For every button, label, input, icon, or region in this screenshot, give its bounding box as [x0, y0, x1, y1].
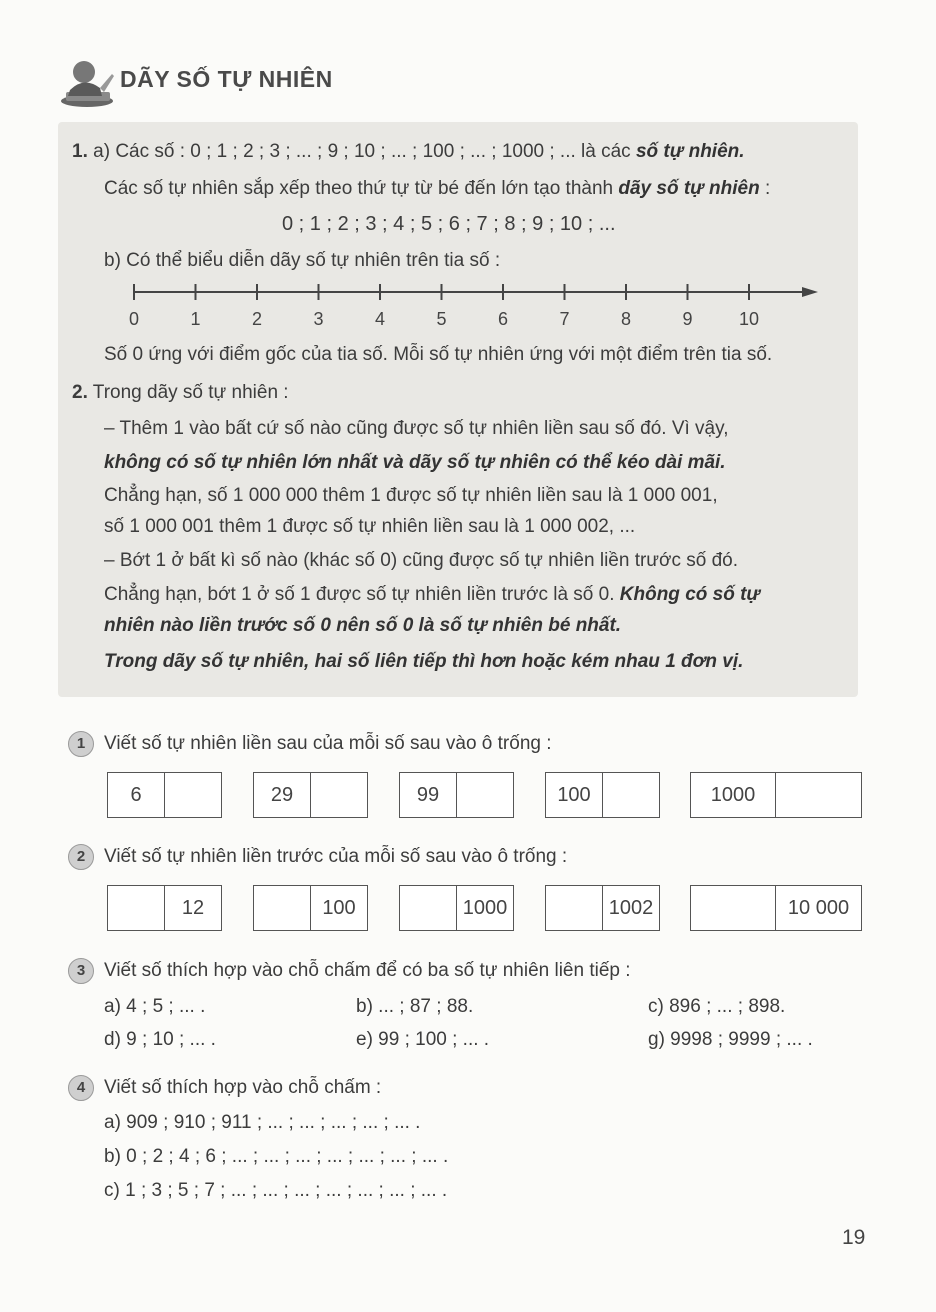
exercise-badge-3: 3	[68, 958, 94, 984]
example-line-4-bold: nhiên nào liền trước số 0 nên số 0 là số tự nhiên bé nhất.	[104, 615, 622, 636]
exercise-3-item: c) 896 ; ... ; 898.	[648, 996, 786, 1017]
given-number: 1002	[602, 886, 659, 930]
example-line-3	[104, 583, 760, 607]
example-3-bold: Không có số tự	[619, 584, 760, 605]
number-line-label: 4	[374, 309, 386, 329]
given-number: 12	[164, 886, 221, 930]
number-line-label: 6	[497, 309, 509, 329]
blank-cell[interactable]	[254, 886, 310, 930]
section-header	[60, 58, 460, 110]
page-number: 19	[842, 1226, 866, 1249]
blank-cell[interactable]	[400, 886, 456, 930]
exercise-4-item: c) 1 ; 3 ; 5 ; 7 ; ... ; ... ; ... ; ... ; ... ; ... ; ... .	[104, 1180, 448, 1201]
blank-cell[interactable]	[775, 773, 861, 817]
number-line-label: 3	[313, 309, 324, 329]
given-number: 1000	[456, 886, 513, 930]
theory-line-1a	[72, 140, 745, 164]
item-number-1: 1.	[72, 141, 88, 162]
sorted-bold: dãy số tự nhiên	[618, 178, 760, 199]
exercise-4-item: a) 909 ; 910 ; 911 ; ... ; ... ; ... ; ... ; ... .	[104, 1112, 421, 1133]
example-line-2: số 1 000 001 thêm 1 được số tự nhiên liền sau là 1 000 002, ...	[104, 516, 636, 537]
exercise-badge-4: 4	[68, 1075, 94, 1101]
answer-box	[399, 885, 514, 931]
number-line-label: 7	[559, 309, 570, 329]
answer-box	[545, 772, 660, 818]
answer-box	[107, 885, 222, 931]
exercise-badge-1: 1	[68, 731, 94, 757]
blank-cell[interactable]	[602, 773, 659, 817]
exercise-badge-2: 2	[68, 844, 94, 870]
blank-cell[interactable]	[691, 886, 775, 930]
given-number: 100	[557, 783, 591, 806]
given-number: 99	[416, 783, 440, 806]
number-line	[122, 278, 822, 338]
exercise-1-text: Viết số tự nhiên liền sau của mỗi số sau vào ô trống :	[104, 733, 552, 754]
answer-box	[107, 772, 222, 818]
answer-box	[690, 772, 862, 818]
theory-line-2	[72, 381, 289, 405]
number-line-label: 9	[682, 309, 693, 329]
answer-box	[690, 885, 862, 931]
given-number: 100	[310, 886, 367, 930]
theory-box	[58, 122, 858, 697]
answer-box	[399, 772, 514, 818]
number-line-label: 10	[738, 309, 760, 329]
number-line-label: 1	[190, 309, 201, 329]
theory-sorted-line	[104, 177, 770, 201]
answer-box	[253, 772, 368, 818]
section-title: DÃY SỐ TỰ NHIÊN	[120, 66, 333, 92]
answer-box	[545, 885, 660, 931]
number-line-label: 0	[128, 309, 140, 329]
blank-cell[interactable]	[456, 773, 513, 817]
exercise-4-text: Viết số thích hợp vào chỗ chấm :	[104, 1077, 382, 1098]
exercise-3-item: d) 9 ; 10 ; ... .	[104, 1029, 216, 1050]
number-line-label: 8	[620, 309, 632, 329]
add-bold-line: không có số tự nhiên lớn nhất và dãy số tự nhiên có thể kéo dài mãi.	[104, 452, 726, 473]
exercise-3-item: g) 9998 ; 9999 ; ... .	[648, 1029, 813, 1050]
example-3-prefix: Chẳng hạn, bớt 1 ở số 1 được số tự nhiên liền trước là số 0.	[104, 584, 620, 605]
given-number: 29	[270, 783, 294, 806]
origin-text: Số 0 ứng với điểm gốc của tia số. Mỗi số tự nhiên ứng với một điểm trên tia số.	[104, 344, 773, 365]
item-number-2: 2.	[72, 382, 88, 403]
answer-box	[253, 885, 368, 931]
blank-cell[interactable]	[164, 773, 221, 817]
number-line-arrow	[802, 287, 818, 297]
blank-cell[interactable]	[546, 886, 602, 930]
given-number: 1000	[710, 783, 756, 806]
number-sequence: 0 ; 1 ; 2 ; 3 ; 4 ; 5 ; 6 ; 7 ; 8 ; 9 ; 10 ; ...	[282, 213, 616, 235]
theory-1b-text: b) Có thể biểu diễn dãy số tự nhiên trên tia số :	[104, 250, 501, 271]
sorted-prefix: Các số tự nhiên sắp xếp theo thứ tự từ bé đến lớn tạo thành	[104, 178, 619, 199]
exercise-3-item: e) 99 ; 100 ; ... .	[356, 1029, 490, 1050]
exercise-2-text: Viết số tự nhiên liền trước của mỗi số sau vào ô trống :	[104, 846, 568, 867]
add-line: – Thêm 1 vào bất cứ số nào cũng được số tự nhiên liền sau số đó. Vì vậy,	[104, 418, 729, 439]
exercise-4-item: b) 0 ; 2 ; 4 ; 6 ; ... ; ... ; ... ; ... ; ... ; ... ; ... .	[104, 1146, 449, 1167]
given-number: 10 000	[775, 886, 861, 930]
exercise-3-item: a) 4 ; 5 ; ... .	[104, 996, 206, 1017]
sorted-suffix: :	[759, 178, 771, 199]
theory-2-intro: Trong dãy số tự nhiên :	[92, 382, 289, 403]
conclusion-line: Trong dãy số tự nhiên, hai số liên tiếp thì hơn hoặc kém nhau 1 đơn vị.	[104, 651, 744, 672]
given-number: 6	[130, 783, 142, 806]
example-line-1: Chẳng hạn, số 1 000 000 thêm 1 được số tự nhiên liền sau là 1 000 001,	[104, 485, 718, 506]
sub-line: – Bớt 1 ở bất kì số nào (khác số 0) cũng được số tự nhiên liền trước số đó.	[104, 550, 739, 571]
theory-1a-text: a) Các số : 0 ; 1 ; 2 ; 3 ; ... ; 9 ; 10 ; ... ; 100 ; ... ; 1000 ; ... là các	[93, 141, 636, 162]
theory-1a-bold: số tự nhiên.	[635, 141, 745, 162]
exercise-3-item: b) ... ; 87 ; 88.	[356, 996, 474, 1017]
blank-cell[interactable]	[310, 773, 367, 817]
number-line-label: 2	[251, 309, 263, 329]
exercise-3-text: Viết số thích hợp vào chỗ chấm để có ba số tự nhiên liên tiếp :	[104, 960, 631, 981]
number-line-label: 5	[436, 309, 447, 329]
student-reading-icon	[60, 58, 118, 108]
blank-cell[interactable]	[108, 886, 164, 930]
